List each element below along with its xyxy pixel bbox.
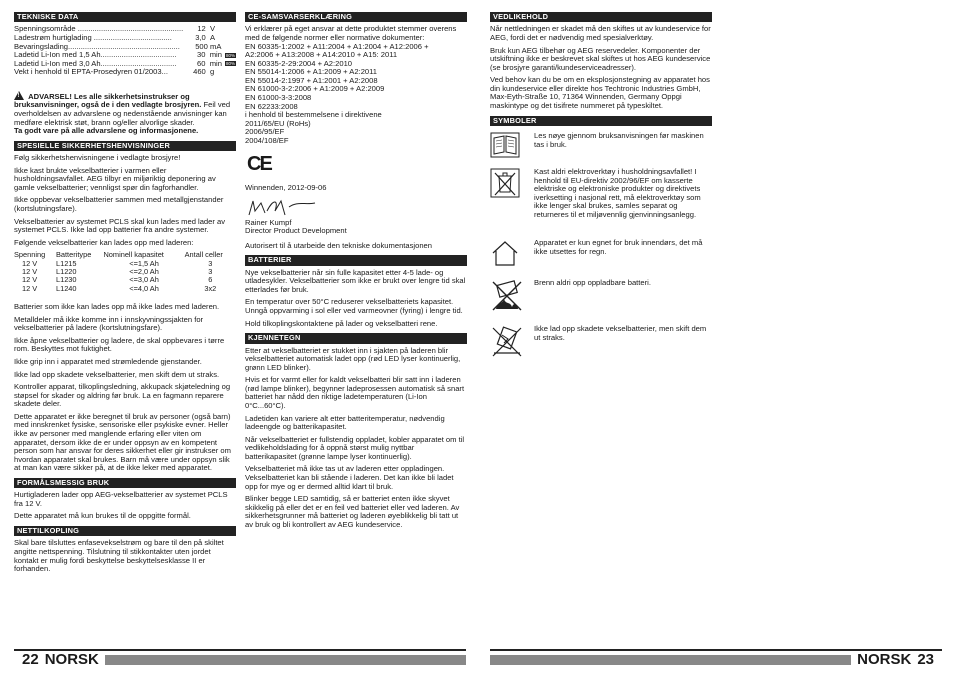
page-number: 23 — [917, 650, 934, 668]
page-number: 22 — [22, 650, 39, 668]
paragraph: Batterier som ikke kan lades opp må ikke lades med laderen. — [14, 302, 220, 312]
spec-row: Ladetid Li-Ion med 1,5 Ah.................................... 30 min 80% — [14, 50, 235, 60]
paragraph: Hvis et for varmt eller for kaldt vekselbatteri blir satt inn i laderen (rød lampe blinker), begynner ladeprosessen automatisk så snart batteriet har nådd den riktige ladetemperaturen (Li-Ion 0°C...60°C). — [245, 375, 465, 411]
symbol-row: Kast aldri elektroverktøy i husholdningsavfallet! I henhold til EU-direktiv 2002/96/EF om kasserte elektriske og elektroniske produkter og direktivets iverksetting i nasjonal rett, må elektroverktøy som ikke lenger skal brukes, samles separat og returneres til et miljøvennlig gjenvinningsanlegg. — [490, 168, 712, 219]
table-row: 12 V L1240 <=4,0 Ah 3x2 — [22, 283, 217, 293]
column-2 — [245, 12, 467, 534]
nett-heading: NETTILKOPLING — [14, 526, 236, 536]
symbol-row: Ikke lad opp skadete vekselbatterier, men skift dem ut straks. — [490, 325, 712, 361]
battery-80-badge: 80% — [225, 61, 235, 67]
paragraph: Ladetiden kan variere alt etter batteritemperatur, nødvendig ladeengde og batterikapasitet. — [245, 413, 445, 432]
table-row: 12 V L1215 <=1,5 Ah 3 — [22, 258, 213, 268]
signer-name: Rainer Kumpf — [245, 217, 292, 227]
kjennetegn-heading: KJENNETEGN — [245, 333, 467, 343]
paragraph: Metalldeler må ikke komme inn i innskyvningssjakten for vekselbatterier på ladere (kortslutningsfare). — [14, 314, 204, 333]
paragraph: Når nettledningen er skadet må den skiftes ut av kundeservice for AEG, fordi det er nødvendig med spesialverktøy. — [490, 24, 711, 42]
symbol-row: Brenn aldri opp oppladbare batteri. — [490, 279, 712, 315]
paragraph: Hurtigladeren lader opp AEG-vekselbatterier av systemet PCLS fra 12 V. — [14, 490, 228, 508]
paragraph: Ikke grip inn i apparatet med strømledende gjenstander. — [14, 356, 202, 366]
ce-heading: CE-SAMSVARSERKLÆRING — [245, 12, 467, 22]
table-row: 12 V L1220 <=2,0 Ah 3 — [22, 267, 213, 276]
footer-left — [14, 651, 466, 669]
tekniske-heading: TEKNISKE DATA — [14, 12, 236, 22]
battery-table: Spenning Batteritype Nominell kapasitet Antall celler 12 V L1215 <=1,5 Ah 3 12 V L1220 <=2,0 Ah 3 12 V L1230 <=3,0 Ah 6 12 V L1240 <=4,0 Ah 3x2 — [14, 251, 236, 293]
symbol-row: Les nøye gjennom bruksanvisningen før maskinen tas i bruk. — [490, 132, 712, 162]
standards-list: EN 60335-1:2002 + A11:2004 + A1:2004 + A12:2006 + A2:2006 + A13:2008 + A14:2010 + A15: 2011 EN 60335-2-29:2004 + A2:2010 EN 55014-1:2006 + A1:2009 + A2:2011 EN 55014-2:1997 + A1:2001 + A2:2008 EN 61000-3-2:2006 + A1:2009 + A2:2009 EN 61000-3-3:2008 EN 62233:2008 i henhold til bestemmelsene i direktivene 2011/65/EU (RoHs) 2006/95/EF 2004/108/EF — [245, 41, 429, 145]
paragraph: En temperatur over 50°C reduserer vekselbatteriets kapasitet. Unngå oppvarming i sol eller ved varmeovner (fyring) i lengre tid. — [245, 297, 463, 316]
signer-title: Director Product Development — [245, 226, 347, 236]
spec-row: Bevaringslading..................................................... 500 mA — [14, 41, 222, 51]
paragraph: Ikke lad opp skadete vekselbatterier, men skift dem ut straks. — [14, 369, 220, 379]
warning-paragraph: ! ADVARSEL! Les alle sikkerhetsinstrukser og bruksanvisninger, også de i den vedlagte brosjyren. Feil ved overholdelsen av advarslene og nedenstående anvisninger kan medføre elektrisk støt, brann og/eller alvorlige skader. Ta godt vare på alle advarslene og informasjonene. — [14, 91, 236, 136]
paragraph: Skal bare tilsluttes enfasevekselstrøm og bare til den på skiltet angitte nettspenning. Tilslutning til stikkontakter uten jordet kontakt er mulig fordi beskyttelse beskyttelsesklasse II er forhanden. — [14, 538, 224, 574]
signature-icon — [245, 197, 467, 219]
language-label: NORSK — [44, 650, 99, 668]
paragraph: Dette apparatet er ikke beregnet til bruk av personer (også barn) med innskrenket fysiske, sensoriske eller psykiske evner. Heller ikke av personer med manglende erfaring eller viten om apparatet, dersom ikke de er under oppsyn av en kompetent person som har ansvar for deres sikkerhet eller gir instrukser om hvordan apparatet skal brukes. Barn må være under oppsyn slik at man kan være sikker på, at de ikke leker med apparatet. — [14, 411, 231, 473]
spec-row: Ladestrøm hurtiglading ..................................... 3,0 A — [14, 32, 216, 42]
symbol-row: Apparatet er kun egnet for bruk innendørs, det må ikke utsettes for regn. — [490, 239, 712, 269]
table-row: 12 V L1230 <=3,0 Ah 6 — [22, 275, 213, 285]
paragraph: Dette apparatet må kun brukes til de oppgitte formål. — [14, 511, 191, 521]
formal-heading: FORMÅLSMESSIG BRUK — [14, 478, 236, 488]
paragraph: Nye vekselbatterier når sin fulle kapasitet etter 4-5 lade- og utladesykler. Vekselbatterier som ikke er brukt over lengre tid skal etterlades før bruk. — [245, 267, 466, 294]
footer-bar — [105, 655, 466, 665]
footer-bar — [490, 655, 851, 665]
paragraph: Følg sikkerhetshenvisningene i vedlagte brosjyre! — [14, 153, 181, 163]
spec-row: Spenningsområde .................................................. 12 V — [14, 24, 216, 34]
footer-right — [490, 651, 942, 669]
book-icon — [490, 132, 524, 162]
paragraph: Vekselbatteriet må ikke tas ut av laderen etter oppladingen. Vekselbatteriet kan bli stående i laderen. Det kan ikke bli ladet opp for mye og er dermed alltid klart til bruk. — [245, 464, 454, 491]
ce-mark-icon: CE — [247, 153, 271, 176]
paragraph: Kontroller apparat, tilkoplingsledning, akkupack skjøteledning og støpsel for skader og aldring før bruk. La en fagmann reparere skadete deler. — [14, 382, 231, 409]
no-fire-battery-icon — [490, 279, 524, 315]
paragraph: Følgende vekselbatterier kan lades opp med laderen: — [14, 237, 194, 247]
paragraph: Når vekselbatteriet er fullstendig oppladet, kobler apparatet om til vedlikeholdslading for å oppnå størst mulig nyttbar batterikapasitet (grønne lampe lyser kontinuerlig). — [245, 434, 465, 461]
battery-80-badge: 80% — [225, 52, 235, 58]
paragraph: Vi erklærer på eget ansvar at dette produktet stemmer overens med de følgende normer eller normative dokumenter: — [245, 24, 457, 42]
paragraph: Etter at vekselbatteriet er stukket inn i sjakten på laderen blir vekselbatteriet automatisk ladet opp (rød LED lyser kontinuerlig, grønn LED blinker). — [245, 345, 461, 372]
batterier-heading: BATTERIER — [245, 255, 467, 265]
language-label: NORSK — [857, 650, 912, 668]
paragraph: Ved behov kan du be om en eksplosjonstegning av apparatet hos din kundeservice eller direkte hos Techtronic Industries GmbH, Max-Eyth-Straße 10, 71364 Winnenden, Germany Oppgi maskintype og det tisifrete nummeret på typeskiltet. — [490, 75, 710, 110]
spec-list — [14, 25, 236, 76]
warning-triangle-icon — [14, 91, 24, 100]
column-3 — [490, 12, 712, 367]
spesielle-heading: SPESIELLE SIKKERHETSHENVISNINGER — [14, 141, 236, 151]
authorized-text: Autorisert til å utarbeide den tekniske dokumentasjonen — [245, 240, 433, 250]
paragraph: Hold tilkoplingskontaktene på lader og vekselbatteri rene. — [245, 318, 438, 328]
paragraph: Ikke oppbevar vekselbatterier sammen med metallgjenstander (kortslutningsfare). — [14, 195, 224, 213]
vedlikehold-heading: VEDLIKEHOLD — [490, 12, 712, 22]
paragraph: Blinker begge LED samtidig, så er batteriet enten ikke skyvet skikkelig på eller det er en feil ved batteriet eller ved laderen. Av sikkerhetsgrunner må batteriet og laderen øyeblikkelig bli tatt ut av bruk og bli kontrollert av AEG kundeservice. — [245, 494, 460, 529]
spec-row: Ladetid Li-Ion med 3,0 Ah.................................... 60 min 80% — [14, 58, 235, 68]
paragraph: Ikke åpne vekselbatterier og ladere, de skal oppbevares i tørre rom. Beskyttes mot fuktighet. — [14, 335, 225, 354]
crossed-bin-icon — [490, 168, 524, 200]
house-icon — [490, 239, 524, 269]
no-damaged-battery-icon — [490, 325, 524, 361]
paragraph: Vekselbatterier av systemet PCLS skal kun lades med lader av systemet PCLS. Ikke lad opp batterier fra andre systemer. — [14, 216, 226, 235]
place-date: Winnenden, 2012-09-06 — [245, 183, 327, 193]
column-1 — [14, 12, 236, 578]
spec-row: Vekt i henhold til EPTA-Prosedyren 01/2003... 460 g — [14, 67, 215, 77]
symboler-heading: SYMBOLER — [490, 116, 712, 126]
paragraph: Bruk kun AEG tilbehør og AEG reservedeler. Komponenter der utskiftning ikke er beskrevet skal skiftes ut hos AEG kundeservice (se brosjyre garanti/kundeserviceadresser). — [490, 45, 711, 72]
paragraph: Ikke kast brukte vekselbatterier i varmen eller husholdningsavfallet. AEG tilbyr en miljøriktig deponering av gamle vekselbatterier; vennligst spør din fagforhandler. — [14, 165, 216, 192]
